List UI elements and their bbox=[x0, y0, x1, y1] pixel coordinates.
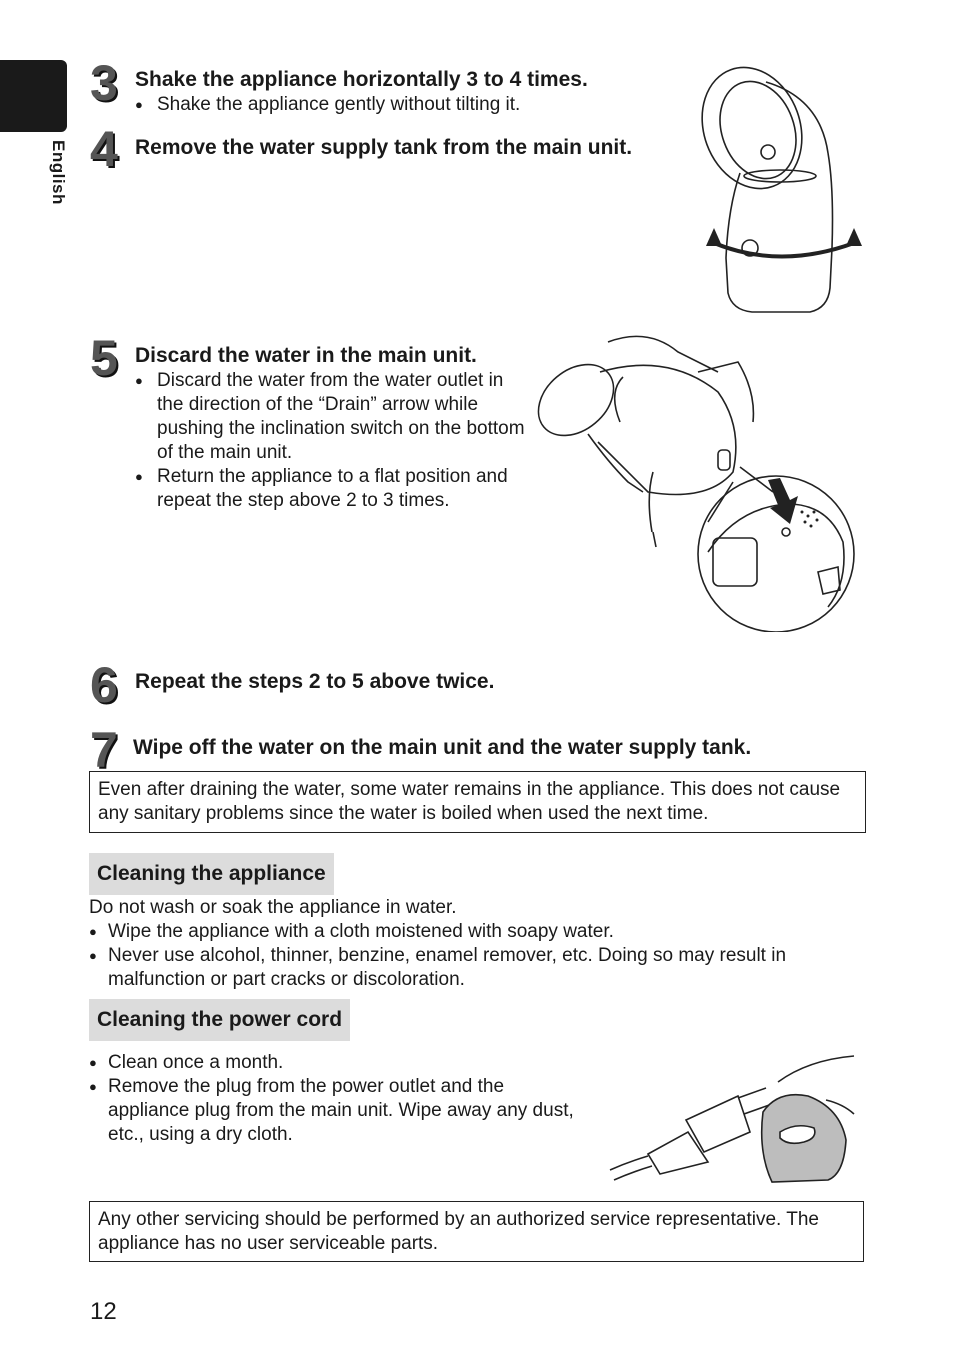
step-3-title: Shake the appliance horizontally 3 to 4 times. bbox=[135, 68, 588, 91]
language-label: English bbox=[49, 140, 68, 205]
note-box-water-remains: Even after draining the water, some water remains in the appliance. This does not cause any sanitary problems since the water is boiled when used the next time. bbox=[89, 771, 866, 833]
cleaning-appliance-intro: Do not wash or soak the appliance in water. bbox=[89, 897, 457, 918]
cleaning-appliance-bullet-never: ● Never use alcohol, thinner, benzine, enamel remover, etc. Doing so may result in malfunction or part cracks or discoloration. bbox=[89, 944, 869, 992]
cleaning-appliance-bullets bbox=[89, 920, 869, 992]
step-5-number: 5 bbox=[90, 330, 118, 386]
step-3-bullets bbox=[135, 93, 675, 117]
drain-water-illustration bbox=[528, 332, 858, 632]
step-3-bullet: ● Shake the appliance gently without tilting it. bbox=[135, 93, 675, 117]
steamer-rotate-illustration bbox=[700, 58, 870, 316]
step-6-title: Repeat the steps 2 to 5 above twice. bbox=[135, 670, 495, 693]
language-tab bbox=[0, 60, 67, 132]
cleaning-cord-bullet-monthly: ● Clean once a month. bbox=[89, 1051, 579, 1075]
step-5-title: Discard the water in the main unit. bbox=[135, 344, 477, 367]
cleaning-appliance-heading: Cleaning the appliance bbox=[89, 853, 334, 895]
step-7-number: 7 bbox=[90, 722, 118, 778]
step-7-title: Wipe off the water on the main unit and the water supply tank. bbox=[133, 736, 752, 759]
step-5-bullet-repeat: ● Return the appliance to a flat position and repeat the step above 2 to 3 times. bbox=[135, 465, 530, 513]
step-4-title: Remove the water supply tank from the main unit. bbox=[135, 136, 633, 159]
step-6-number: 6 bbox=[90, 657, 118, 713]
cleaning-cord-bullet-remove: ● Remove the plug from the power outlet and the appliance plug from the main unit. Wipe away any dust, etc., using a dry cloth. bbox=[89, 1075, 579, 1147]
cleaning-cord-heading: Cleaning the power cord bbox=[89, 999, 350, 1041]
step-4-number: 4 bbox=[90, 121, 118, 177]
page-number: 12 bbox=[90, 1298, 117, 1325]
step-5-bullet-drain: ● Discard the water from the water outlet in the direction of the “Drain” arrow while pushing the inclination switch on the bottom of the main unit. bbox=[135, 369, 530, 465]
step-5-bullets bbox=[135, 369, 530, 513]
note-box-servicing: Any other servicing should be performed by an authorized service representative. The appliance has no user serviceable parts. bbox=[89, 1201, 864, 1262]
cleaning-appliance-bullet-wipe: ● Wipe the appliance with a cloth moistened with soapy water. bbox=[89, 920, 869, 944]
step-3-number: 3 bbox=[90, 55, 118, 111]
cleaning-cord-bullets bbox=[89, 1051, 579, 1147]
plug-cleaning-illustration bbox=[608, 1052, 858, 1184]
